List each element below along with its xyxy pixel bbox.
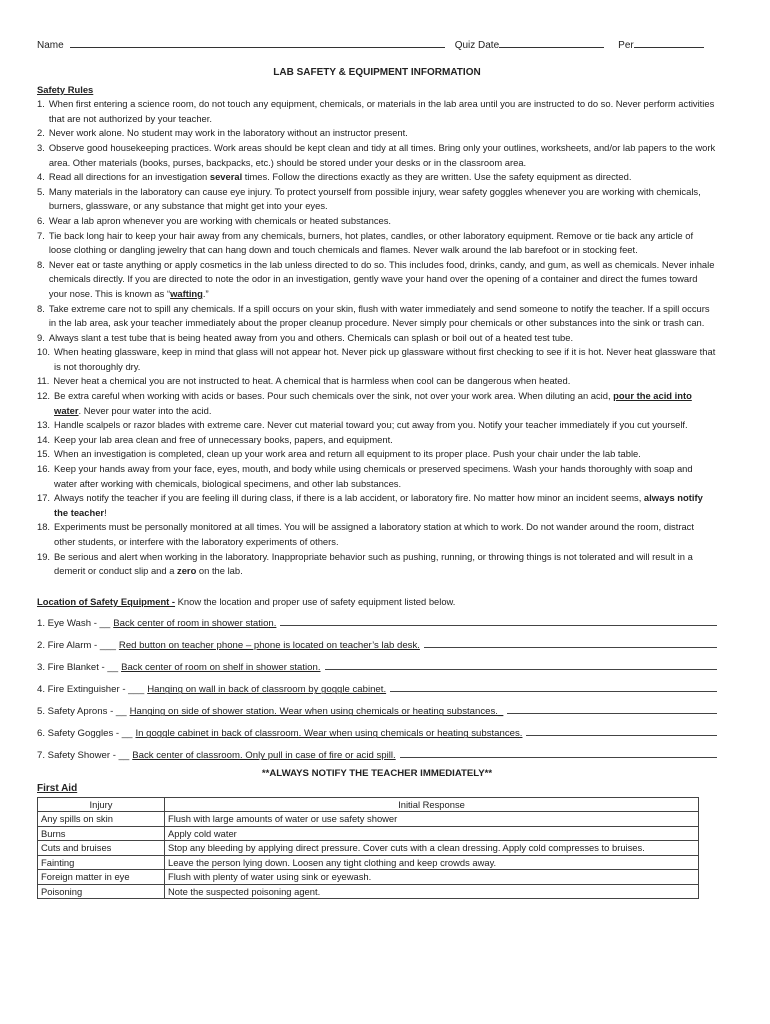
equipment-label: 1. Eye Wash - __ (37, 618, 111, 630)
table-row (38, 812, 699, 827)
rule-emphasis: zero (177, 565, 197, 577)
rule-number: 15. (37, 448, 51, 460)
injury-cell: Cuts and bruises (38, 841, 165, 856)
safety-rule-item (37, 374, 717, 389)
rule-number: 7. (37, 229, 45, 241)
rule-text-run: Keep your hands away from your face, eyes, mouth, and body while using chemicals or preserved specimens. Wash your hands thoroughly with soap and water after working with chemicals, biological specimens, and other lab substances. (54, 463, 693, 489)
rule-text-run: Keep your lab area clean and free of unnecessary books, papers, and equipment. (54, 433, 393, 445)
rule-emphasis: always notify the teacher (54, 492, 703, 518)
safety-rule-item (37, 433, 717, 448)
rule-text-run: times. Follow the directions exactly as they are written. Use the safety equipment as directed. (242, 171, 632, 183)
equipment-label: 2. Fire Alarm - ___ (37, 640, 116, 652)
rule-text (54, 433, 717, 448)
safety-rule-item (37, 550, 717, 579)
rule-text (49, 97, 717, 126)
rule-text (49, 331, 717, 346)
response-cell: Apply cold water (165, 826, 699, 841)
safety-rule-item (37, 462, 717, 491)
answer-blank-line[interactable] (400, 743, 717, 758)
equipment-item (37, 611, 717, 633)
equipment-item (37, 677, 717, 699)
answer-blank-line[interactable] (424, 633, 717, 648)
rule-text-run: . Never pour water into the acid. (78, 404, 212, 416)
table-row (38, 884, 699, 899)
rule-text-run: .” (202, 287, 209, 299)
equipment-answer[interactable]: In goggle cabinet in back of classroom. Wear when using chemicals or heating substances. (135, 728, 523, 740)
rule-text-run: Wear a lab apron whenever you are working with chemicals or heated substances. (48, 214, 392, 226)
rule-text (53, 374, 717, 389)
equipment-answer[interactable]: Back center of room in shower station. (113, 618, 277, 630)
answer-blank-line[interactable] (526, 721, 717, 736)
equipment-answer[interactable]: Red button on teacher phone – phone is located on teacher’s lab desk. (118, 640, 420, 652)
answer-blank-line[interactable] (390, 677, 717, 692)
rule-number: 10. (37, 346, 51, 358)
rule-number: 6. (37, 214, 45, 226)
first-aid-heading: First Aid (37, 782, 78, 794)
rule-text-run: When heating glassware, keep in mind that glass will not appear hot. Never pick up glassware without first checking to see if it is hot. Never heat glassware that is not thoroughly dry. (54, 346, 716, 372)
rule-text (49, 229, 717, 258)
column-header-injury: Injury (38, 797, 165, 812)
per-blank[interactable] (634, 36, 704, 48)
rule-text (49, 185, 717, 214)
response-cell: Stop any bleeding by applying direct pressure. Cover cuts with a clean dressing. Apply cold compresses to bruises. (165, 841, 699, 856)
rule-text-run: Be extra careful when working with acids or bases. Pour such chemicals over the sink, not over your work area. When diluting an acid, (54, 390, 614, 402)
rule-text (49, 302, 717, 331)
equipment-item (37, 655, 717, 677)
rule-text (54, 389, 717, 418)
rule-text (54, 447, 717, 462)
safety-rule-item (37, 170, 717, 185)
rule-text (54, 550, 717, 579)
name-label: Name (37, 40, 64, 51)
rule-number: 11. (37, 375, 50, 387)
rule-number: 4. (37, 171, 45, 183)
rule-number: 13. (37, 419, 51, 431)
rule-text (49, 214, 717, 229)
column-header-initial-response: Initial Response (165, 797, 699, 812)
table-row (38, 855, 699, 870)
equipment-label: 6. Safety Goggles - __ (37, 728, 133, 740)
equipment-answer[interactable]: Back center of room on shelf in shower station. (121, 662, 321, 674)
response-cell: Leave the person lying down. Loosen any tight clothing and keep crowds away. (165, 855, 699, 870)
table-row (38, 841, 699, 856)
rule-number: 8. (37, 258, 45, 270)
rule-text (54, 491, 717, 520)
equipment-intro (37, 595, 717, 610)
equipment-list (37, 611, 717, 765)
rule-number: 3. (37, 141, 45, 153)
answer-blank-line[interactable] (325, 655, 718, 670)
rule-text-run: Never eat or taste anything or apply cosmetics in the lab unless directed to do so. This includes food, drinks, candy, and gum, as well as chemicals. Never inhale chemicals directly. If you are directed to note the odor in an investigation, gently wave your hand over the opening of a container and direct the fumes toward your nose. This is known as “ (48, 258, 715, 299)
rule-text (54, 345, 717, 374)
rule-text (54, 462, 717, 491)
equipment-intro-text: Know the location and proper use of safety equipment listed below. (175, 595, 456, 607)
worksheet-page (37, 36, 717, 899)
response-cell: Flush with large amounts of water or use safety shower (165, 812, 699, 827)
response-cell: Flush with plenty of water using sink or eyewash. (165, 870, 699, 885)
rule-number: 9. (37, 331, 45, 343)
safety-rule-item (37, 345, 717, 374)
equipment-item (37, 633, 717, 655)
rule-number: 2. (37, 127, 45, 139)
rule-text (54, 418, 717, 433)
rule-text-run: Always notify the teacher if you are feeling ill during class, if there is a lab accident, or laboratory fire. No matter how minor an incident seems, (54, 492, 644, 504)
injury-cell: Burns (38, 826, 165, 841)
rule-number: 16. (37, 463, 51, 475)
safety-rules-list (37, 97, 717, 579)
safety-rule-item (37, 126, 717, 141)
rule-text-run: Be serious and alert when working in the laboratory. Inappropriate behavior such as pushing, running, or throwing things is not tolerated and will result in a demerit or conduct slip and a (54, 550, 693, 577)
table-header-row (38, 797, 699, 812)
rule-text-run: Observe good housekeeping practices. Work areas should be kept clean and tidy at all times. Bring only your outlines, worksheets, and/or lab papers to the work area. Other materials (books, purses, backpacks, etc.) should be stored under your desks or in the classroom area. (48, 141, 716, 168)
injury-cell: Fainting (38, 855, 165, 870)
equipment-label: 3. Fire Blanket - __ (37, 662, 119, 674)
per-label: Per (618, 40, 634, 51)
table-row (38, 826, 699, 841)
equipment-item (37, 743, 717, 765)
equipment-heading: Location of Safety Equipment - (37, 595, 176, 607)
rule-text-run: Handle scalpels or razor blades with extreme care. Never cut material toward you; cut away from you. Notify your teacher immediately if you cut yourself. (54, 419, 688, 431)
rule-number: 18. (37, 521, 51, 533)
rule-number: 14. (37, 433, 51, 445)
rule-emphasis: wafting (170, 287, 203, 299)
quiz-date-label: Quiz Date (454, 40, 500, 51)
rule-text (49, 126, 717, 141)
injury-cell: Any spills on skin (38, 812, 165, 827)
rule-text-run: on the lab. (196, 565, 243, 577)
injury-cell: Foreign matter in eye (38, 870, 165, 885)
rule-text-run: Tie back long hair to keep your hair away from any chemicals, burners, hot plates, candles, or other laboratory equipment. Remove or tie back any article of loose clothing or dangling jewelry that can hang down and touch chemicals and flames. Never walk around the lab barefoot or in stocking feet. (48, 229, 694, 256)
table-row (38, 870, 699, 885)
rule-text-run: Always slant a test tube that is being heated away from you and others. Chemicals can splash or boil out of a heated test tube. (48, 331, 574, 343)
rule-number: 8. (37, 302, 45, 314)
equipment-item (37, 721, 717, 743)
notify-teacher-banner: **ALWAYS NOTIFY THE TEACHER IMMEDIATELY** (261, 768, 493, 780)
answer-blank-line[interactable] (507, 699, 717, 714)
response-cell: Note the suspected poisoning agent. (165, 884, 699, 899)
safety-rules-heading: Safety Rules (37, 83, 94, 95)
equipment-answer[interactable]: Hanging on wall in back of classroom by goggle cabinet. (147, 684, 387, 696)
rule-text-run: Take extreme care not to spill any chemicals. If a spill occurs on your skin, flush with water immediately and send someone to notify the teacher. If a spill occurs in the lab area, ask your teacher immediately about the proper cleanup procedure. Never simply pour chemicals or other substances into the sink or trash can. (48, 302, 710, 329)
rule-text-run: Read all directions for an investigation (48, 171, 210, 183)
rule-text-run: Experiments must be personally monitored at all times. You will be assigned a laboratory station at which to work. Do not wander around the room, distract other students, or interfere with the laboratory experiments of others. (54, 521, 694, 547)
rule-text-run: Never work alone. No student may work in the laboratory without an instructor present. (48, 127, 408, 139)
equipment-answer[interactable]: Hanging on side of shower station. Wear when using chemicals or heating substances._ (129, 706, 504, 718)
safety-rule-item (37, 214, 717, 229)
page-title: LAB SAFETY & EQUIPMENT INFORMATION (273, 67, 481, 78)
rule-text-run: When first entering a science room, do not touch any equipment, chemicals, or materials in the lab area until you are instructed to do so. Never perform activities that are not authorized by your teacher. (48, 98, 715, 124)
rule-text (49, 141, 717, 170)
rule-number: 1. (37, 98, 45, 110)
safety-rule-item (37, 418, 717, 433)
rule-text-run: Never heat a chemical you are not instructed to heat. A chemical that is harmless when cool can be dangerous when heated. (53, 375, 571, 387)
rule-number: 19. (37, 550, 51, 562)
safety-rule-item (37, 447, 717, 462)
equipment-label: 7. Safety Shower - __ (37, 750, 130, 762)
equipment-label: 5. Safety Aprons - __ (37, 706, 127, 718)
equipment-label: 4. Fire Extinguisher - ___ (37, 684, 145, 696)
rule-number: 12. (37, 390, 51, 402)
answer-blank-line[interactable] (280, 611, 717, 626)
rule-text (54, 520, 717, 549)
rule-text-run: When an investigation is completed, clean up your work area and return all equipment to its proper place. Push your chair under the lab table. (54, 448, 641, 460)
rule-text-run: Many materials in the laboratory can cause eye injury. To protect yourself from possible injury, wear safety goggles whenever you are working with chemicals, burners, glassware, or any substance that might get into your eyes. (48, 185, 701, 212)
rule-text (49, 258, 717, 302)
header-row (37, 36, 717, 56)
equipment-item (37, 699, 717, 721)
safety-rule-item (37, 258, 717, 302)
safety-rule-item (37, 141, 717, 170)
first-aid-table (37, 797, 699, 900)
safety-rule-item (37, 520, 717, 549)
rule-emphasis: several (209, 171, 243, 183)
rule-emphasis: pour the acid into water (54, 390, 692, 416)
safety-rule-item (37, 389, 717, 418)
rule-text (49, 170, 717, 185)
safety-rule-item (37, 491, 717, 520)
safety-rule-item (37, 185, 717, 214)
rule-text-run: ! (104, 506, 107, 518)
safety-rule-item (37, 229, 717, 258)
safety-rule-item (37, 97, 717, 126)
quiz-date-blank[interactable] (499, 36, 604, 48)
equipment-answer[interactable]: Back center of classroom. Only pull in case of fire or acid spill. (132, 750, 396, 762)
safety-rule-item (37, 302, 717, 331)
rule-number: 5. (37, 185, 45, 197)
injury-cell: Poisoning (38, 884, 165, 899)
name-blank[interactable] (70, 36, 445, 48)
rule-number: 17. (37, 492, 51, 504)
safety-rule-item (37, 331, 717, 346)
